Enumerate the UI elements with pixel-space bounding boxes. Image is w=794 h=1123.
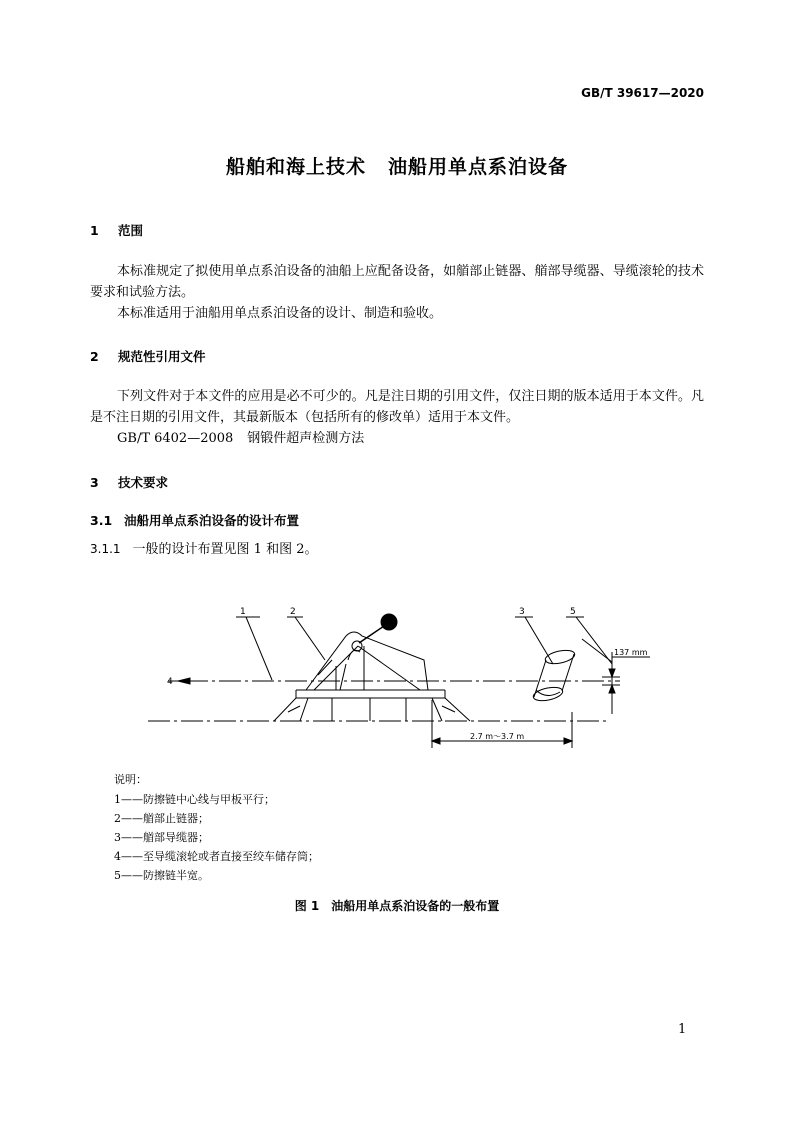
subsection-title: 油船用单点系泊设备的设计布置 [124,513,300,528]
reference-title: 钢锻件超声检测方法 [247,431,365,446]
dim-range-text: 2.7 m～3.7 m [470,732,525,741]
label-4: 4 [167,677,173,687]
stopper-lever [359,626,384,643]
section-1-paragraph-2: 本标准适用于油船用单点系泊设备的设计、制造和验收。 [117,306,443,321]
page-number: 1 [678,1022,687,1037]
section-title: 规范性引用文件 [118,349,206,364]
label-5: 5 [570,607,576,617]
subsection-number: 3.1 [90,513,113,528]
leader-1 [246,617,272,680]
caption-number: 图 1 [294,899,320,913]
label-3: 3 [519,607,525,617]
section-number: 2 [90,349,99,364]
clause-number: 3.1.1 [90,542,121,556]
reference-code: GB/T 6402—2008 [117,431,234,446]
lever-ball [381,614,397,630]
section-number: 1 [90,223,99,238]
legend-item-1: 1——防擦链中心线与甲板平行； [114,793,275,806]
leader-5 [576,617,612,664]
legend-item-4: 4——至导缆滚轮或者直接至绞车储存筒； [114,850,319,863]
legend-item-3: 3——艏部导缆器； [114,831,209,844]
caption-title: 油船用单点系泊设备的一般布置 [331,899,500,913]
leader-3 [525,617,553,664]
leader-2 [295,617,325,660]
dim-137-text: 137 mm [614,648,648,657]
standard-number: GB/T 39617—2020 [581,86,704,100]
label-2: 2 [290,607,296,617]
figure-caption [0,897,794,914]
section-2-paragraph-1: 下列文件对于本文件的应用是必不可少的。凡是注日期的引用文件，仅注日期的版本适用于本文件。凡是不注日期的引用文件，其最新版本（包括所有的修改单）适用于本文件。 [90,389,704,425]
arrow-to-4 [178,678,190,684]
title-part-2: 油船用单点系泊设备 [388,156,569,178]
title-part-1: 船舶和海上技术 [225,156,366,178]
label-1: 1 [240,607,246,617]
legend-item-5: 5——防擦链半宽。 [114,869,209,882]
section-title: 范围 [118,223,144,238]
bow-fairlead [532,648,576,703]
clause-text: 一般的设计布置见图 1 和图 2。 [132,542,318,557]
section-title: 技术要求 [118,475,169,490]
section-1-paragraph-1: 本标准规定了拟使用单点系泊设备的油船上应配备设备，如艏部止链器、艏部导缆器、导缆滚轮的技术要求和试验方法。 [90,264,704,300]
section-number: 3 [90,475,99,490]
legend-title: 说明： [114,773,147,786]
legend-item-2: 2——艏部止链器； [114,812,209,825]
